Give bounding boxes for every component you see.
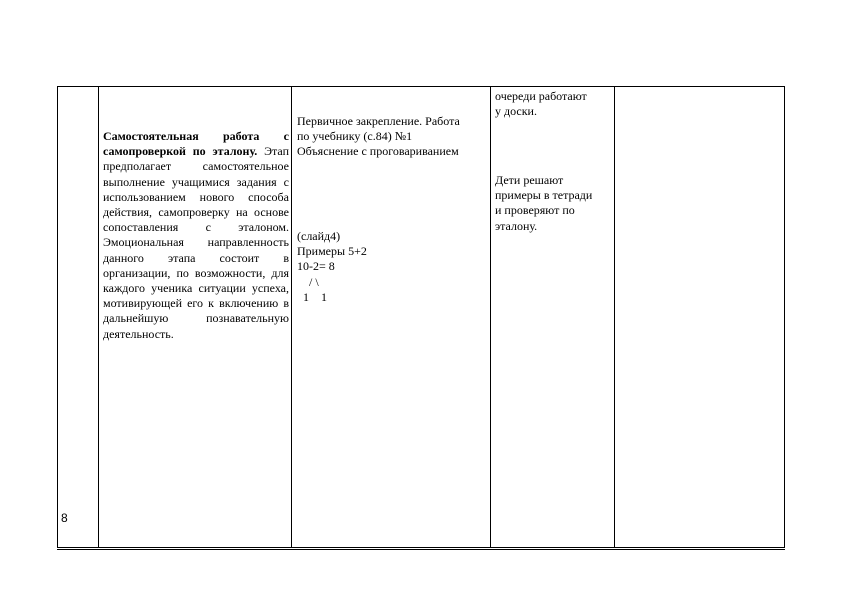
- stage-title: Самостоятельная работа с самопроверкой по эталону.: [103, 129, 289, 159]
- teacher-intro-line: Объяснение с проговариванием: [297, 144, 459, 159]
- example-line: (слайд4): [297, 229, 341, 243]
- example-line: 1 1: [297, 289, 327, 304]
- student-continued: [495, 89, 613, 119]
- example-line: / \: [297, 274, 319, 289]
- student-line: примеры в тетради: [495, 188, 593, 203]
- lesson-table: [57, 86, 785, 548]
- student-task: [495, 173, 613, 234]
- teacher-activity-column: [291, 87, 490, 547]
- empty-column: [614, 87, 784, 547]
- stage-description: Этап предполагает самостоятельное выполнение учащимися задания с использованием нового способа действия, самопроверку на основе сопоставления с эталоном. Эмоциональная направленность данного этапа состоит в организации, по возможности, для каждого ученика ситуации успеха, мотивирующей его к включению в дальнейшую познавательную деятельность.: [103, 144, 289, 341]
- student-line: Дети решают: [495, 173, 564, 187]
- example-line: 10-2= 8: [297, 259, 335, 274]
- example-line: Примеры 5+2: [297, 244, 367, 259]
- teacher-intro: [297, 114, 489, 160]
- row-number: 8: [61, 511, 68, 525]
- student-line: у доски.: [495, 104, 537, 119]
- number-column: [58, 87, 98, 547]
- stage-cell: [103, 129, 289, 342]
- stage-column: [98, 87, 291, 547]
- teacher-intro-line: Первичное закрепление. Работа: [297, 114, 460, 128]
- teacher-intro-line: по учебнику (с.84) №1: [297, 129, 413, 144]
- student-activity-column: [490, 87, 614, 547]
- student-line: очереди работают: [495, 89, 587, 103]
- teacher-examples: [297, 229, 489, 305]
- student-line: и проверяют по: [495, 203, 575, 218]
- student-line: эталону.: [495, 218, 538, 233]
